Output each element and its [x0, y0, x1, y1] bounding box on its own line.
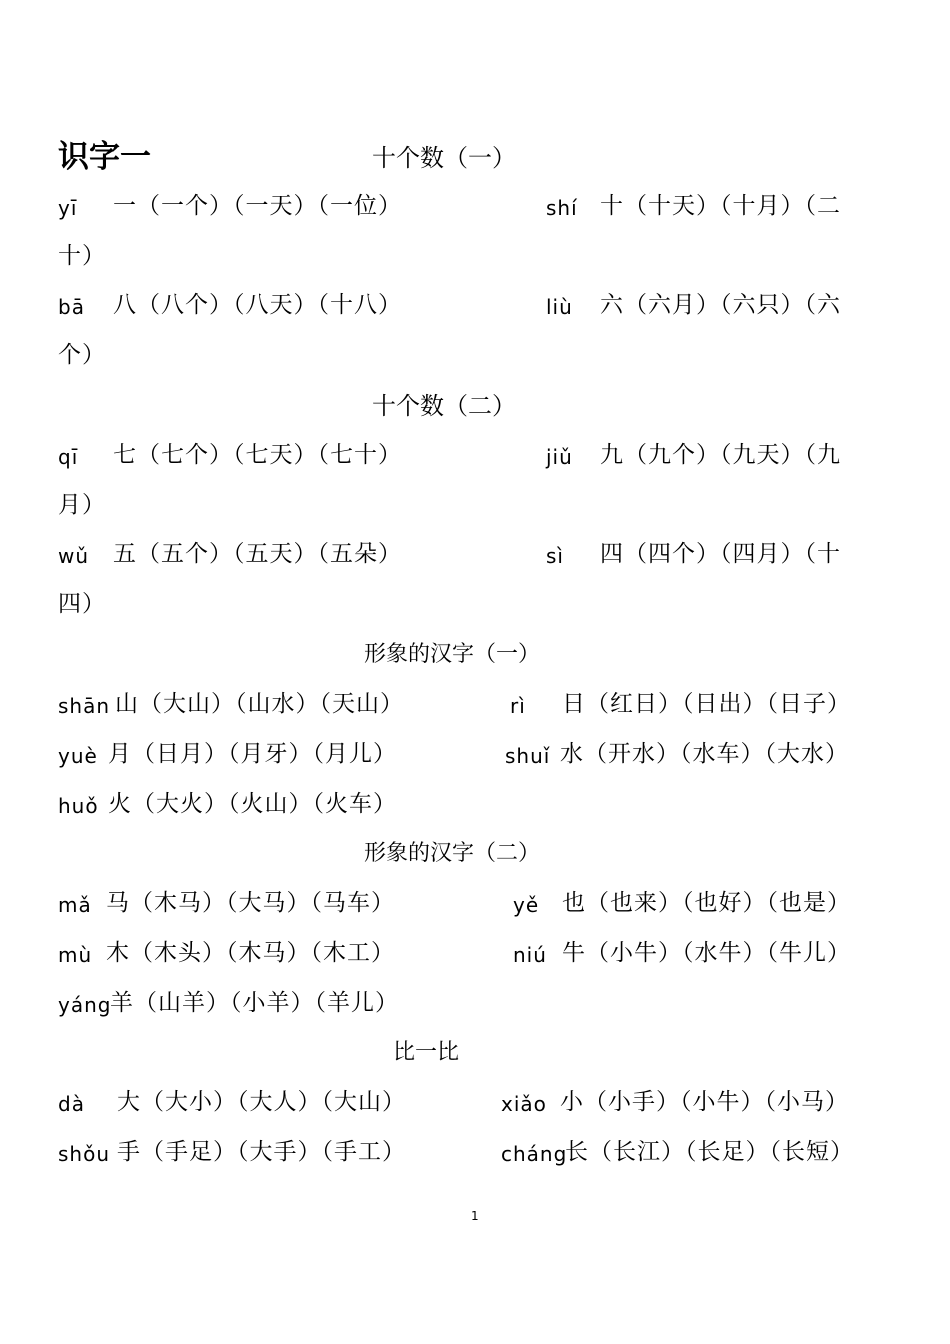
pinyin-yue: yuè	[58, 744, 98, 768]
pinyin-shou: shǒu	[58, 1142, 111, 1166]
pinyin-mu: mù	[58, 943, 93, 967]
pinyin-shui: shuǐ	[505, 744, 551, 768]
page-title: 识字一	[58, 139, 151, 175]
words-liu-wrap: 个）	[58, 342, 106, 368]
pinyin-shan: shān	[58, 694, 111, 718]
words-ma: 马（木马）（大马）（马车）	[106, 890, 395, 916]
pinyin-ri: rì	[510, 694, 526, 718]
section-heading-numbers-1: 十个数（一）	[372, 144, 516, 172]
pinyin-wu: wǔ	[58, 544, 90, 568]
pinyin-ba: bā	[58, 295, 85, 319]
words-yang: 羊（山羊）（小羊）（羊儿）	[110, 990, 399, 1016]
words-xiao: 小（小手）（小牛）（小马）	[560, 1089, 849, 1115]
words-ye: 也（也来）（也好）（也是）	[562, 890, 851, 916]
words-huo: 火（大火）（火山）（火车）	[108, 791, 397, 817]
section-heading-numbers-2: 十个数（二）	[372, 392, 516, 420]
pinyin-niu: niú	[513, 943, 547, 967]
words-shou: 手（手足）（大手）（手工）	[117, 1139, 406, 1165]
pinyin-liu: liù	[546, 295, 573, 319]
words-shui: 水（开水）（水车）（大水）	[560, 741, 849, 767]
words-ba: 八（八个）（八天）（十八）	[113, 292, 402, 318]
section-heading-pictographs-1: 形象的汉字（一）	[364, 642, 541, 667]
pinyin-chang: cháng	[501, 1142, 568, 1166]
words-niu: 牛（小牛）（水牛）（牛儿）	[562, 940, 851, 966]
words-chang: 长（长江）（长足）（长短）	[565, 1139, 854, 1165]
pinyin-si: sì	[546, 544, 564, 568]
words-jiu-wrap: 月）	[58, 492, 106, 518]
words-qi: 七（七个）（七天）（七十）	[113, 442, 402, 468]
words-si-wrap: 四）	[58, 591, 106, 617]
pinyin-xiao: xiǎo	[501, 1092, 547, 1116]
words-wu: 五（五个）（五天）（五朵）	[113, 541, 402, 567]
pinyin-shi: shí	[546, 196, 578, 220]
words-liu: 六（六月）（六只）（六	[600, 292, 841, 318]
words-shi: 十（十天）（十月）（二	[600, 193, 841, 219]
words-shi-wrap: 十）	[58, 243, 106, 269]
pinyin-huo: huǒ	[58, 794, 99, 818]
words-jiu: 九（九个）（九天）（九	[600, 442, 841, 468]
words-da: 大（大小）（大人）（大山）	[117, 1089, 406, 1115]
pinyin-da: dà	[58, 1092, 85, 1116]
page-number: 1	[471, 1209, 479, 1223]
pinyin-ma: mǎ	[58, 893, 92, 917]
words-yue: 月（日月）（月牙）（月儿）	[108, 741, 397, 767]
words-si: 四（四个）（四月）（十	[600, 541, 841, 567]
pinyin-qi: qī	[58, 445, 79, 469]
words-ri: 日（红日）（日出）（日子）	[562, 691, 851, 717]
pinyin-yang: yáng	[58, 993, 112, 1017]
pinyin-yi: yī	[58, 196, 78, 220]
section-heading-pictographs-2: 形象的汉字（二）	[364, 841, 541, 866]
section-heading-compare: 比一比	[393, 1040, 460, 1065]
words-mu: 木（木头）（木马）（木工）	[106, 940, 395, 966]
pinyin-ye: yě	[513, 893, 540, 917]
words-yi: 一（一个）（一天）（一位）	[113, 193, 402, 219]
words-shan: 山（大山）（山水）（天山）	[115, 691, 404, 717]
pinyin-jiu: jiǔ	[546, 445, 573, 469]
